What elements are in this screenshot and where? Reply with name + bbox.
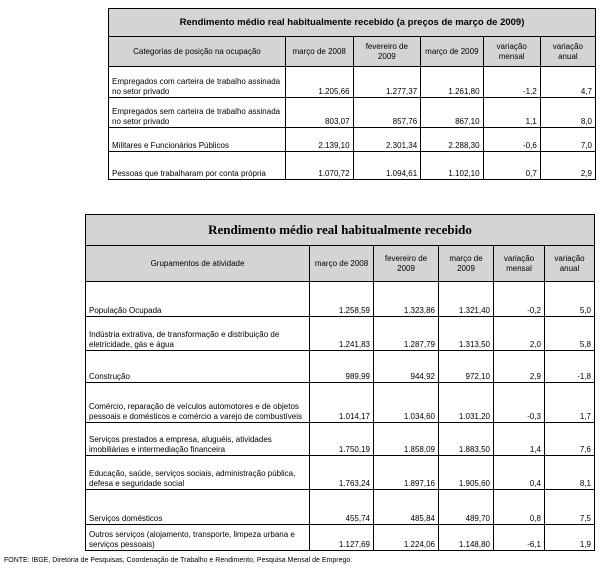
cell-value: 1,9	[545, 525, 595, 551]
cell-value: 2.288,30	[421, 128, 483, 152]
cell-value: 1.313,50	[439, 317, 494, 351]
row-label: Comércio, reparação de veículos automotores e de objetos pessoais e domésticos e comércio a varejo de combustíveis	[86, 383, 310, 423]
table1-header-monthly: variação mensal	[483, 37, 540, 67]
cell-value: 1,4	[494, 423, 545, 456]
cell-value: -0,6	[483, 128, 540, 152]
cell-value: 1.897,16	[374, 456, 439, 490]
table1-title: Rendimento médio real habitualmente recebido (a preços de março de 2009)	[109, 9, 596, 37]
cell-value: 1.750,19	[310, 423, 374, 456]
cell-value: 857,76	[353, 98, 421, 128]
cell-value: 1.224,06	[374, 525, 439, 551]
table2-header-group: Grupamentos de atividade	[86, 246, 310, 282]
cell-value: 7,0	[540, 128, 595, 152]
cell-value: 1.102,10	[421, 152, 483, 180]
cell-value: 867,10	[421, 98, 483, 128]
cell-value: 8,0	[540, 98, 595, 128]
table-row	[109, 152, 596, 180]
row-label: Empregados sem carteira de trabalho assinada no setor privado	[109, 98, 286, 128]
cell-value: 2,0	[494, 317, 545, 351]
table1-header-mar2009: março de 2009	[421, 37, 483, 67]
cell-value: 1.034,60	[374, 383, 439, 423]
table2-title: Rendimento médio real habitualmente recebido	[86, 215, 595, 246]
row-label: Pessoas que trabalharam por conta própria	[109, 152, 286, 180]
row-label: População Ocupada	[86, 282, 310, 317]
cell-value: -1,2	[483, 67, 540, 98]
cell-value: -0,3	[494, 383, 545, 423]
row-label: Serviços prestados a empresa, aluguéis, atividades imobiliárias e intermediação financeira	[86, 423, 310, 456]
cell-value: 2,9	[540, 152, 595, 180]
cell-value: 1.277,37	[353, 67, 421, 98]
table-row	[86, 282, 595, 317]
cell-value: 1.763,24	[310, 456, 374, 490]
row-label: Outros serviços (alojamento, transporte, limpeza urbana e serviços pessoais)	[86, 525, 310, 551]
cell-value: 4,7	[540, 67, 595, 98]
cell-value: 8,1	[545, 456, 595, 490]
cell-value: 5,8	[545, 317, 595, 351]
row-label: Serviços domésticos	[86, 490, 310, 525]
cell-value: 1.321,40	[439, 282, 494, 317]
cell-value: 489,70	[439, 490, 494, 525]
cell-value: 1.261,80	[421, 67, 483, 98]
cell-value: 944,92	[374, 351, 439, 383]
cell-value: 1.241,83	[310, 317, 374, 351]
cell-value: 1.205,66	[285, 67, 353, 98]
cell-value: 803,07	[285, 98, 353, 128]
cell-value: 0,4	[494, 456, 545, 490]
cell-value: 1.148,80	[439, 525, 494, 551]
table-row	[86, 351, 595, 383]
row-label: Indústria extrativa, de transformação e distribuição de eletricidade, gás e água	[86, 317, 310, 351]
table-row	[109, 67, 596, 98]
row-label: Educação, saúde, serviços sociais, administração pública, defesa e seguridade social	[86, 456, 310, 490]
table-row	[86, 525, 595, 551]
income-by-occupation-table	[108, 8, 596, 180]
cell-value: 1.094,61	[353, 152, 421, 180]
cell-value: 1,7	[545, 383, 595, 423]
cell-value: 989,99	[310, 351, 374, 383]
table2-header-mar2009: março de 2009	[439, 246, 494, 282]
table-row	[109, 98, 596, 128]
cell-value: 7,6	[545, 423, 595, 456]
cell-value: -0,2	[494, 282, 545, 317]
row-label: Empregados com carteira de trabalho assinada no setor privado	[109, 67, 286, 98]
cell-value: 455,74	[310, 490, 374, 525]
cell-value: 972,10	[439, 351, 494, 383]
source-footnote: FONTE: IBGE, Diretoria de Pesquisas, Coordenação de Trabalho e Rendimento, Pesquisa Mensal de Emprego.	[4, 557, 353, 564]
cell-value: 1,1	[483, 98, 540, 128]
table1-header-category: Categorias de posição na ocupação	[109, 37, 286, 67]
table1-header-annual: variação anual	[540, 37, 595, 67]
cell-value: 1.127,69	[310, 525, 374, 551]
cell-value: 485,84	[374, 490, 439, 525]
cell-value: 1.883,50	[439, 423, 494, 456]
cell-value: 7,5	[545, 490, 595, 525]
cell-value: -6,1	[494, 525, 545, 551]
table-row	[86, 490, 595, 525]
cell-value: 0,8	[494, 490, 545, 525]
cell-value: 1.031,20	[439, 383, 494, 423]
cell-value: 2.301,34	[353, 128, 421, 152]
table-row	[86, 383, 595, 423]
cell-value: 2,9	[494, 351, 545, 383]
cell-value: 1.258,59	[310, 282, 374, 317]
cell-value: 2.139,10	[285, 128, 353, 152]
cell-value: 1.323,86	[374, 282, 439, 317]
income-by-activity-table	[85, 214, 595, 551]
table1-header-mar2008: março de 2008	[285, 37, 353, 67]
table2-header-mar2008: março de 2008	[310, 246, 374, 282]
table-row	[86, 456, 595, 490]
table2-header-annual: variação anual	[545, 246, 595, 282]
cell-value: 1.287,79	[374, 317, 439, 351]
table-row	[86, 423, 595, 456]
table-row	[86, 317, 595, 351]
table2-header-monthly: variação mensal	[494, 246, 545, 282]
table2-header-feb2009: fevereiro de 2009	[374, 246, 439, 282]
cell-value: 1.070,72	[285, 152, 353, 180]
table1-header-feb2009: fevereiro de 2009	[353, 37, 421, 67]
cell-value: 0,7	[483, 152, 540, 180]
cell-value: -1,8	[545, 351, 595, 383]
cell-value: 1.014,17	[310, 383, 374, 423]
cell-value: 1.858,09	[374, 423, 439, 456]
row-label: Construção	[86, 351, 310, 383]
table-row	[109, 128, 596, 152]
cell-value: 5,0	[545, 282, 595, 317]
cell-value: 1.905,60	[439, 456, 494, 490]
row-label: Militares e Funcionários Públicos	[109, 128, 286, 152]
